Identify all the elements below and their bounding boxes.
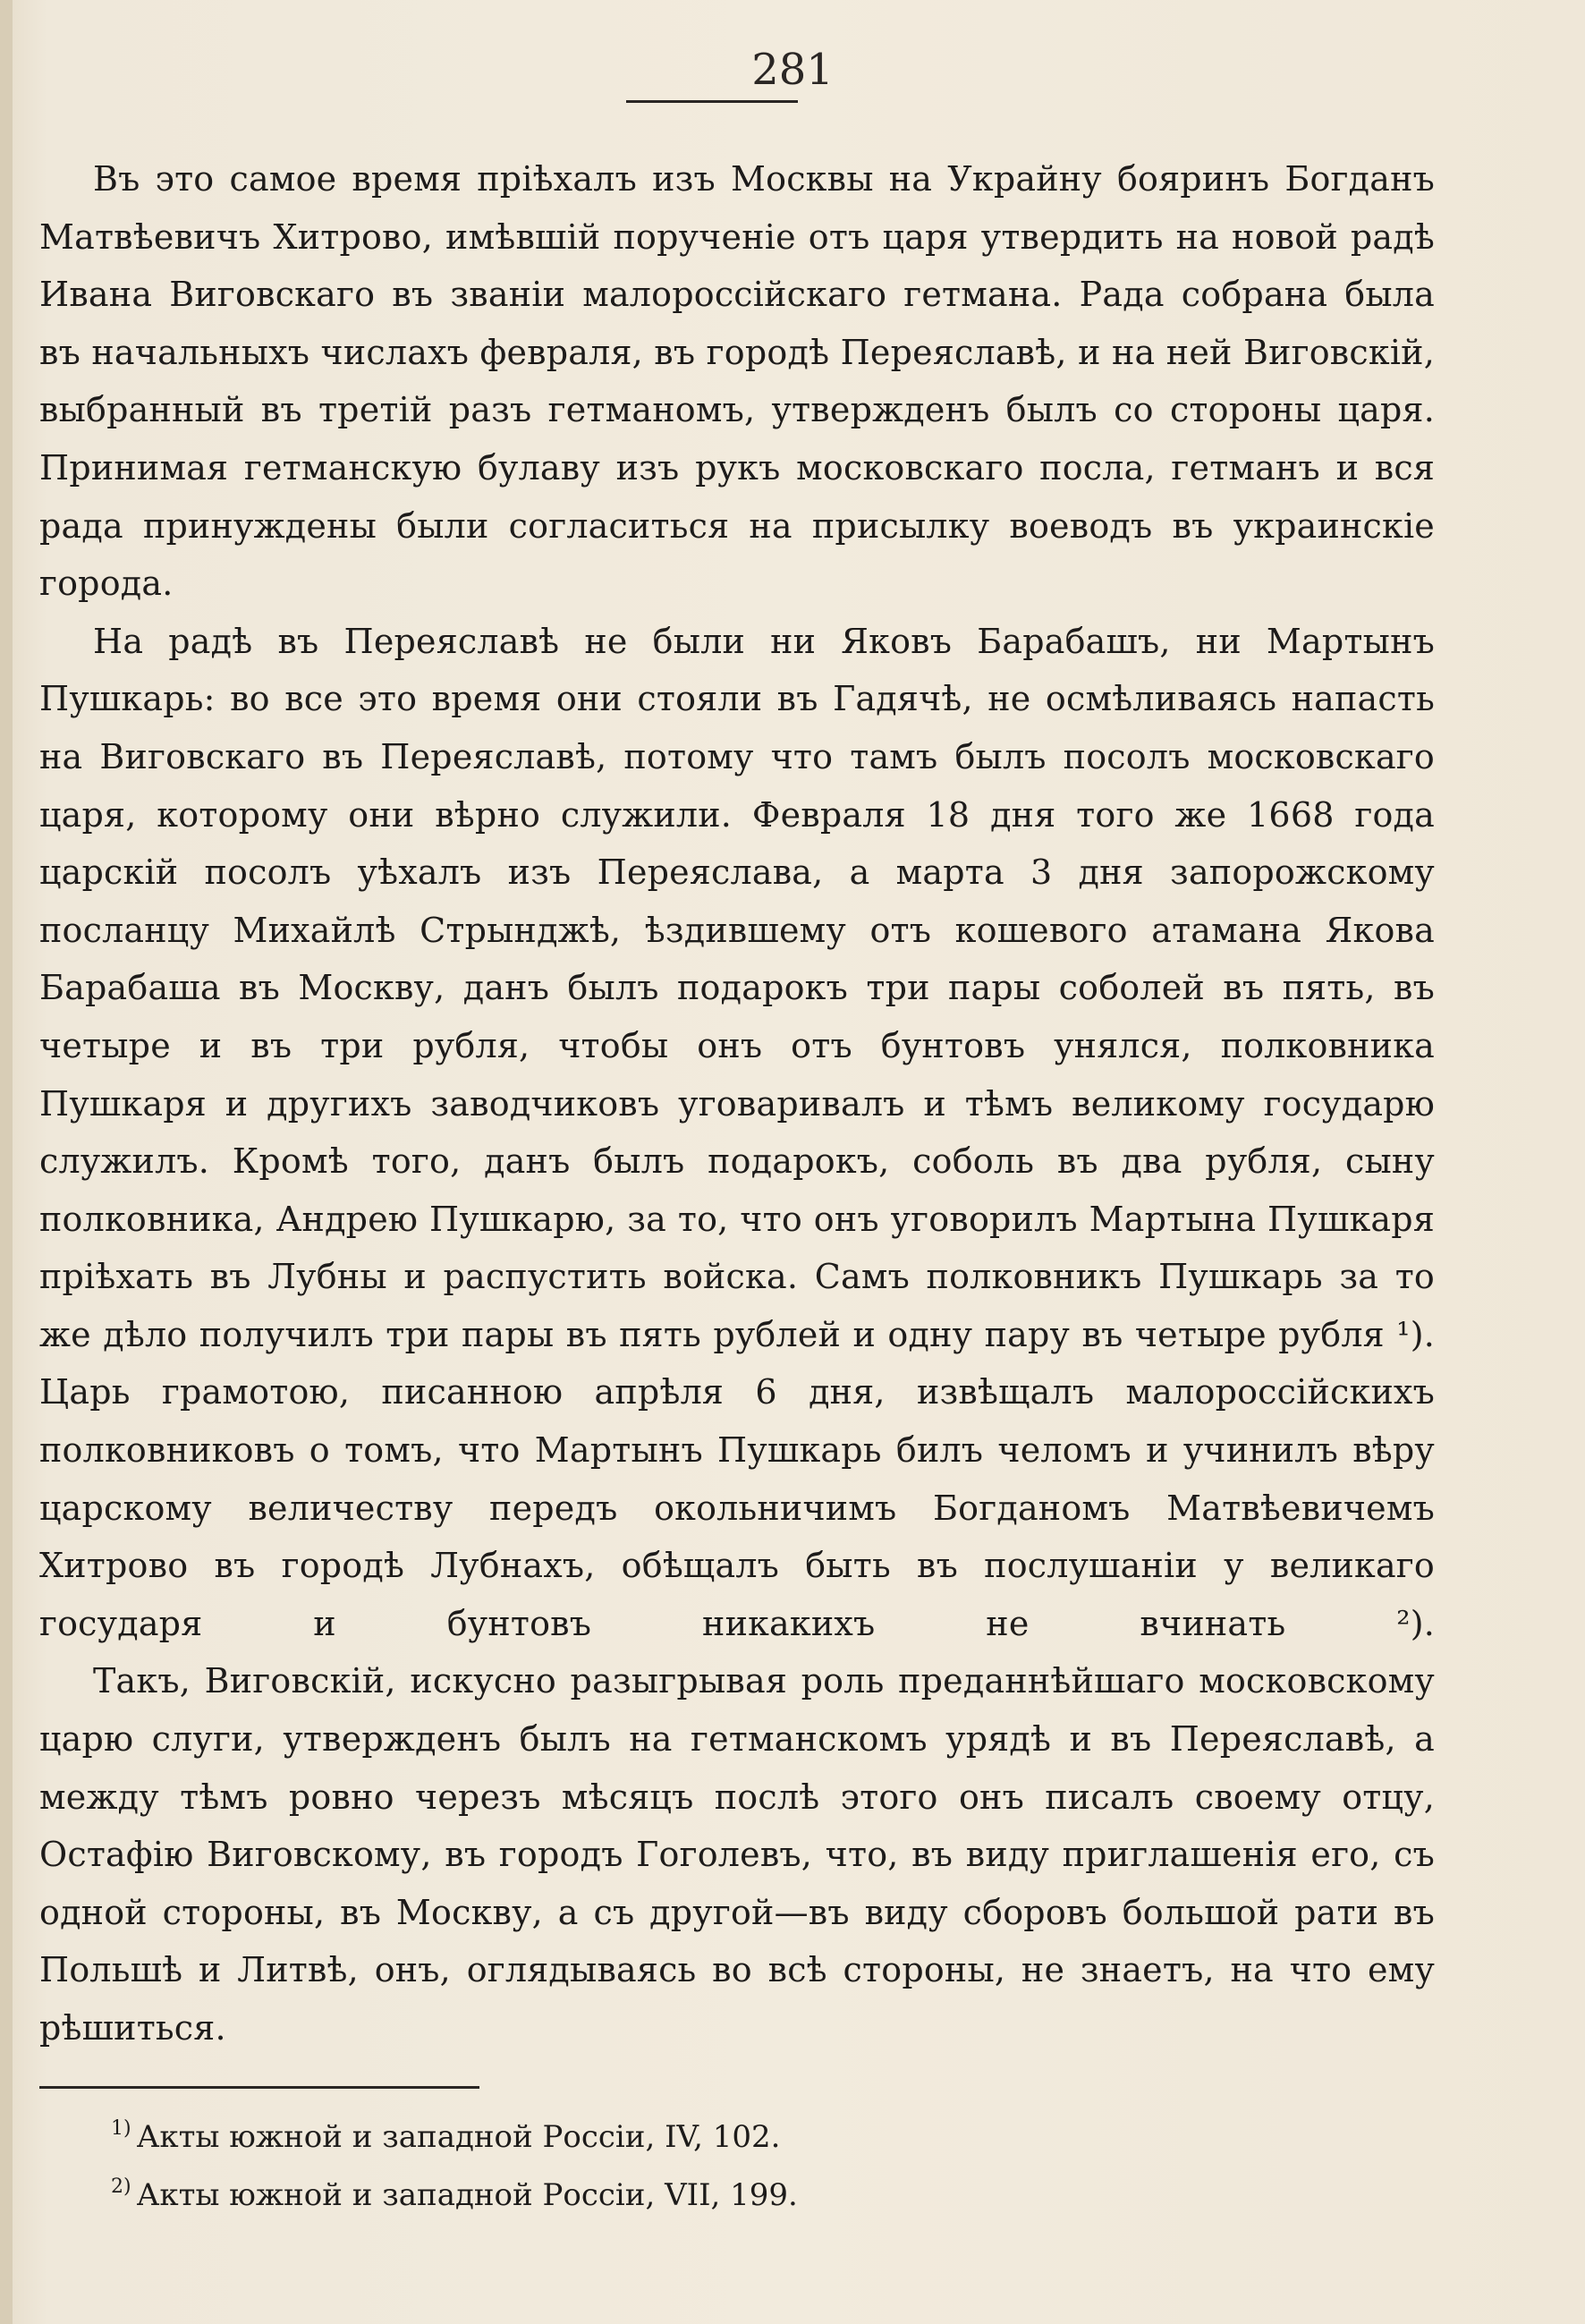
paragraph-3: Такъ, Виговскій, искусно разыгрывая роль преданнѣйшаго московскому царю слуги, утвержденъ былъ на гетманскомъ урядѣ и въ Переяславѣ, а между тѣмъ ровно черезъ мѣсяцъ послѣ этого онъ писалъ своему отцу, Остафію Виговскому, въ городъ Гоголевъ, что, въ виду приглашенія его, съ одной стороны, въ Москву, а съ другой—въ виду сборовъ большой рати въ Польшѣ и Литвѣ, онъ, оглядываясь во всѣ стороны, не знаетъ, на что ему рѣшиться.: [39, 1661, 1435, 2048]
header-rule: [626, 100, 798, 103]
footnote-marker: 1): [111, 2117, 131, 2140]
page-number: 281: [751, 45, 834, 95]
page-edge: [0, 0, 13, 2324]
footnote-text: Акты южной и западной Россіи, IV, 102.: [136, 2119, 781, 2155]
paragraph-1: Въ это самое время пріѣхалъ изъ Москвы на Украйну бояринъ Богданъ Матвѣевичъ Хитрово, имѣвшій порученіе отъ царя утвердить на новой радѣ Ивана Виговскаго въ званіи малороссійскаго гетмана. Рада собрана была въ начальныхъ числахъ февраля, въ городѣ Переяславѣ, и на ней Виговскій, выбранный въ третій разъ гетманомъ, утвержденъ былъ со стороны царя. Принимая гетманскую булаву изъ рукъ московскаго посла, гетманъ и вся рада принуждены были согласиться на присылку воеводъ въ украинскіе города.: [39, 159, 1435, 604]
footnote-rule: [39, 2086, 479, 2089]
main-text: [39, 150, 1435, 2057]
footnote-text: Акты южной и западной Россіи, VII, 199.: [136, 2177, 798, 2213]
footnote-2: [111, 2162, 798, 2220]
footnote-1: [111, 2104, 798, 2162]
paragraph-2: На радѣ въ Переяславѣ не были ни Яковъ Барабашъ, ни Мартынъ Пушкарь: во все это время они стояли въ Гадячѣ, не осмѣливаясь напасть на Виговскаго въ Переяславѣ, потому что тамъ былъ посолъ московскаго царя, которому они вѣрно служили. Февраля 18 дня того же 1668 года царскій посолъ уѣхалъ изъ Переяслава, а марта 3 дня запорожскому посланцу Михайлѣ Стрынджѣ, ѣздившему отъ кошевого атамана Якова Барабаша въ Москву, данъ былъ подарокъ три пары соболей въ пять, въ четыре и въ три рубля, чтобы онъ отъ бунтовъ унялся, полковника Пушкаря и другихъ заводчиковъ уговаривалъ и тѣмъ великому государю служилъ. Кромѣ того, данъ былъ подарокъ, соболь въ два рубля, сыну полковника, Андрею Пушкарю, за то, что онъ уговорилъ Мартына Пушкаря пріѣхать въ Лубны и распустить войска. Самъ полковникъ Пушкарь за то же дѣло получилъ три пары въ пять рублей и одну пару въ четыре рубля ¹). Царь грамотою, писанною апрѣля 6 дня, извѣщалъ малороссійскихъ полковниковъ о томъ, что Мартынъ Пушкарь билъ челомъ и учинилъ вѣру царскому величеству передъ окольничимъ Богданомъ Матвѣевичемъ Хитрово въ городѣ Лубнахъ, обѣщалъ быть въ послушаніи у великаго государя и бунтовъ никакихъ не вчинать ²).: [39, 621, 1435, 1643]
footnote-marker: 2): [111, 2176, 131, 2198]
footnotes: [111, 2104, 798, 2220]
